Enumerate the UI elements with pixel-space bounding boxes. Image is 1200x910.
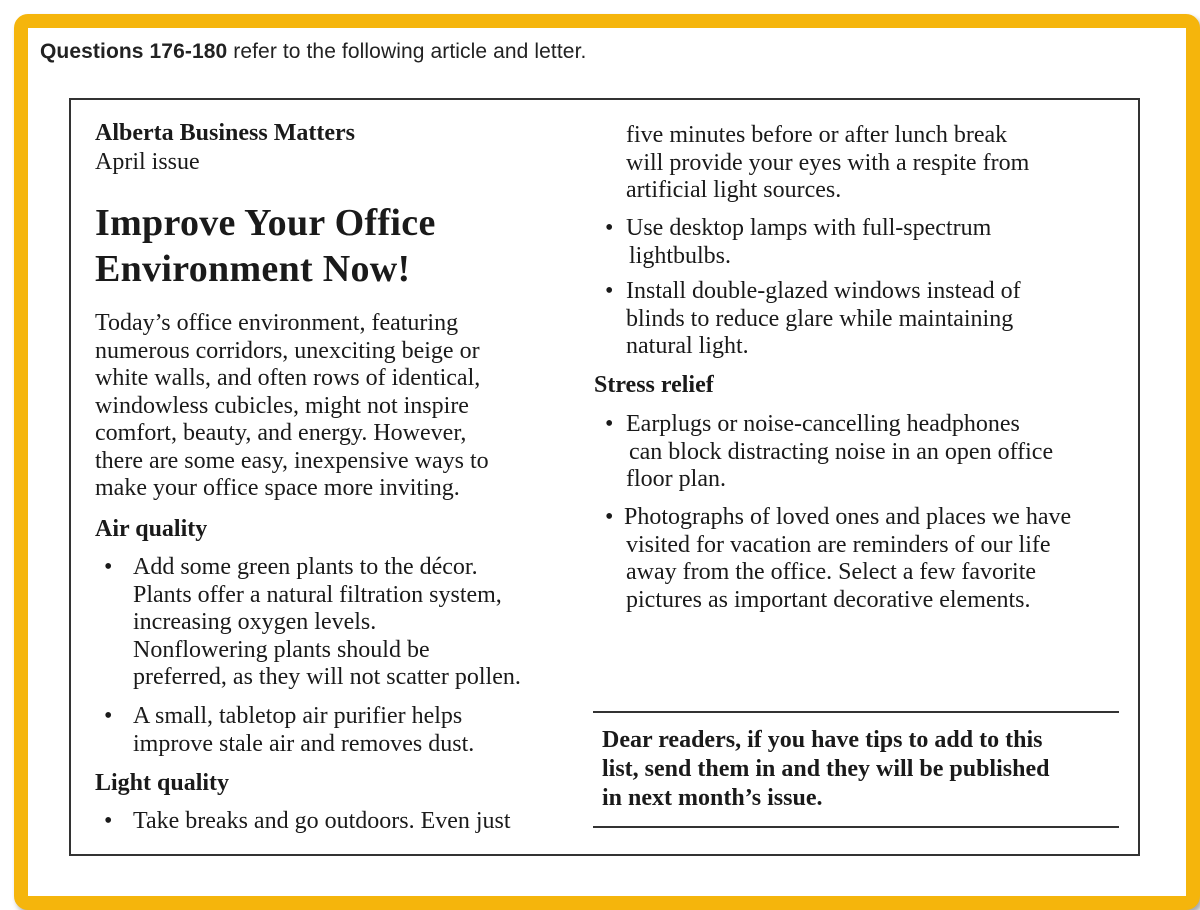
notice-bottom-rule [593,826,1119,828]
bullet-marker: • [605,504,614,530]
publication-issue: April issue [95,149,200,175]
intro-line: comfort, beauty, and energy. However, [95,420,467,446]
bullet-line: pictures as important decorative elements. [626,586,1031,613]
readers-notice [602,726,1122,813]
questions-instruction [40,40,586,64]
bullet-marker: • [605,278,614,304]
bullet-line: can block distracting noise in an open office [629,438,1054,465]
light-quality-bullet-1-continued [626,122,1126,205]
intro-line: Today’s office environment, featuring [95,310,459,336]
bullet-line: Install double-glazed windows instead of [626,278,1021,304]
bullet-line: will provide your eyes with a respite from [626,149,1030,176]
bullet-marker: • [605,411,614,437]
intro-line: white walls, and often rows of identical, [95,365,481,391]
bullet-line: five minutes before or after lunch break [626,122,1008,148]
bullet-line: Photographs of loved ones and places we have [624,504,1072,530]
stress-relief-heading: Stress relief [594,372,714,398]
bullet-line: lightbulbs. [629,242,732,269]
notice-line: Dear readers, if you have tips to add to this [602,727,1043,753]
notice-line: in next month’s issue. [602,785,823,811]
bullet-line: Plants offer a natural filtration system, [133,581,502,608]
bullet-line: preferred, as they will not scatter pollen. [133,664,521,690]
question-range: Questions 176-180 [40,40,228,63]
bullet-line: improve stale air and removes dust. [133,730,475,757]
bullet-line: Use desktop lamps with full-spectrum [626,215,992,241]
bullet-line: Nonflowering plants should be [133,636,430,663]
bullet-marker: • [104,554,113,580]
instruction-text: refer to the following article and letter. [227,40,587,63]
bullet-line: natural light. [626,333,749,359]
bullet-line: increasing oxygen levels. [133,609,377,635]
bullet-line: A small, tabletop air purifier helps [133,703,463,729]
bullet-line: Earplugs or noise-cancelling headphones [626,411,1020,437]
bullet-line: Take breaks and go outdoors. Even just [133,808,511,834]
headline-line-1: Improve Your Office [95,202,436,244]
bullet-marker: • [104,808,113,834]
intro-line: make your office space more inviting. [95,475,460,501]
intro-paragraph [95,310,565,503]
intro-line: numerous corridors, unexciting beige or [95,337,480,364]
bullet-line: artificial light sources. [626,177,842,203]
bullet-line: Add some green plants to the décor. [133,554,478,580]
bullet-line: away from the office. Select a few favorite [626,559,1037,585]
intro-line: windowless cubicles, might not inspire [95,392,469,419]
notice-top-rule [593,711,1119,713]
bullet-marker: • [605,215,614,241]
intro-line: there are some easy, inexpensive ways to [95,447,489,474]
bullet-marker: • [104,703,113,729]
bullet-line: floor plan. [626,466,726,492]
headline-line-2: Environment Now! [95,248,411,290]
bullet-line: visited for vacation are reminders of our life [626,531,1051,558]
light-quality-heading: Light quality [95,770,230,796]
article-headline [95,200,555,292]
notice-line: list, send them in and they will be published [602,756,1050,782]
bullet-line: blinds to reduce glare while maintaining [626,305,1014,332]
publication-name: Alberta Business Matters [95,120,355,146]
air-quality-heading: Air quality [95,516,208,542]
